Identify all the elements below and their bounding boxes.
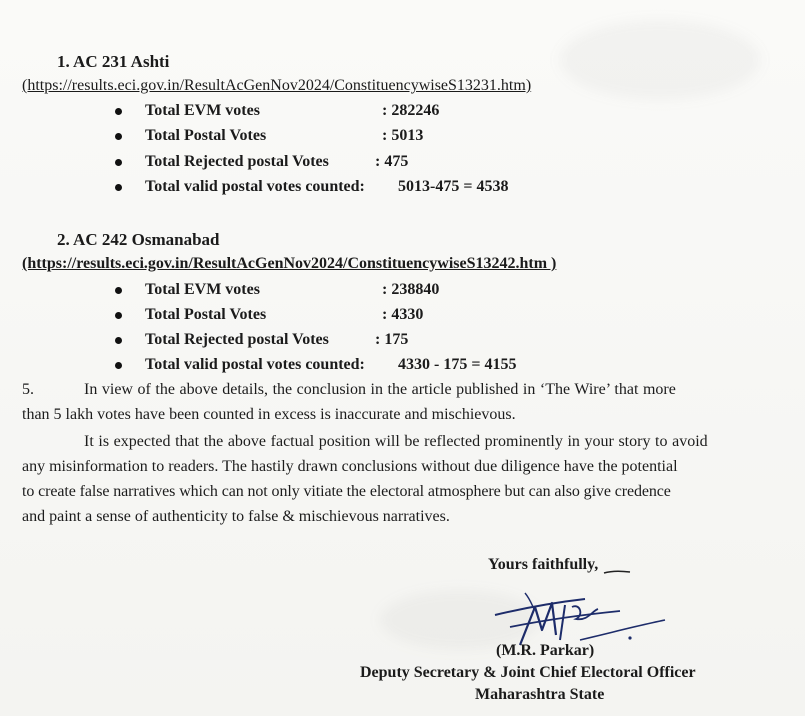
item-label: Total valid postal votes counted: <box>145 178 365 195</box>
item-label: Total Postal Votes <box>145 127 267 144</box>
list-item <box>115 279 615 301</box>
item-value: : 475 <box>375 153 409 170</box>
closing-underline <box>602 568 632 576</box>
para-line: and paint a sense of authenticity to false & mischievous narratives. <box>22 508 450 525</box>
section2-heading: 2. AC 242 Osmanabad <box>57 230 220 249</box>
para-line: any misinformation to readers. The hastily drawn conclusions without due diligence have the potential <box>22 458 678 475</box>
bullet-icon <box>115 184 122 191</box>
item-value: : 4330 <box>382 306 424 323</box>
item-label: Total valid postal votes counted: <box>145 356 365 373</box>
list-item <box>115 176 615 198</box>
item-value: : 238840 <box>382 281 440 298</box>
bullet-icon <box>115 108 122 115</box>
bullet-icon <box>115 337 122 344</box>
para6-line3 <box>22 480 786 505</box>
section2-url[interactable]: (https://results.eci.gov.in/ResultAcGenNov2024/ConstituencywiseS13242.htm ) <box>22 255 557 272</box>
list-item <box>115 304 615 326</box>
item-value: 4330 - 175 = 4155 <box>398 356 517 373</box>
list-item <box>115 151 615 173</box>
para-line: to create false narratives which can not only vitiate the electoral atmosphere but can also give credence <box>22 483 671 500</box>
signatory-name: (M.R. Parkar) <box>496 642 595 659</box>
para-line: It is expected that the above factual position will be reflected prominently in your story to avoid <box>84 433 708 450</box>
item-label: Total Rejected postal Votes <box>145 331 329 348</box>
para5-line2 <box>22 403 786 428</box>
scan-smudge <box>560 20 760 100</box>
signatory-state: Maharashtra State <box>475 686 605 703</box>
bullet-icon <box>115 133 122 140</box>
section1-url[interactable]: (https://results.eci.gov.in/ResultAcGenNov2024/ConstituencywiseS13231.htm) <box>22 77 532 94</box>
bullet-icon <box>115 312 122 319</box>
item-label: Total EVM votes <box>145 102 260 119</box>
item-label: Total Postal Votes <box>145 306 267 323</box>
item-value: : 282246 <box>382 102 440 119</box>
item-label: Total Rejected postal Votes <box>145 153 329 170</box>
para5-number: 5. <box>22 381 34 398</box>
item-value: 5013-475 = 4538 <box>398 178 509 195</box>
list-item <box>115 100 615 122</box>
closing: Yours faithfully, <box>488 556 599 573</box>
para6-line1 <box>84 430 786 455</box>
para-line: In view of the above details, the conclusion in the article published in ‘The Wire’ that more <box>84 381 676 398</box>
para6-line2 <box>22 455 786 480</box>
list-item <box>115 125 615 147</box>
para5-line1 <box>84 378 786 403</box>
signatory-designation: Deputy Secretary & Joint Chief Electoral Officer <box>360 664 696 681</box>
list-item <box>115 329 615 351</box>
section1-heading: 1. AC 231 Ashti <box>57 52 170 71</box>
item-value: : 175 <box>375 331 409 348</box>
para6-line4 <box>22 505 786 530</box>
para-line: than 5 lakh votes have been counted in excess is inaccurate and mischievous. <box>22 406 516 423</box>
bullet-icon <box>115 159 122 166</box>
item-value: : 5013 <box>382 127 424 144</box>
bullet-icon <box>115 287 122 294</box>
item-label: Total EVM votes <box>145 281 260 298</box>
list-item <box>115 354 615 376</box>
bullet-icon <box>115 362 122 369</box>
